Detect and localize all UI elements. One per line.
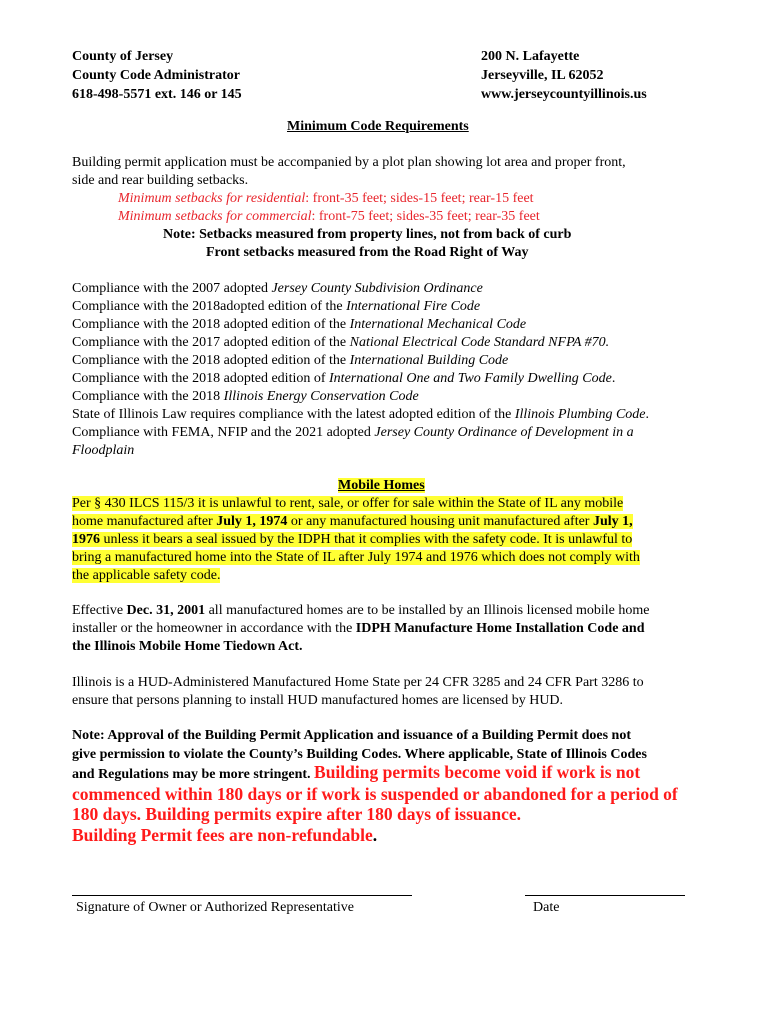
header-city: Jerseyville, IL 62052 xyxy=(481,68,604,83)
owner-signature-label: Signature of Owner or Authorized Representative xyxy=(76,900,354,915)
setback-residential-value: : front-35 feet; sides-15 feet; rear-15 feet xyxy=(305,191,534,206)
mobile-homes-heading xyxy=(338,477,425,495)
compliance-code-name: Floodplain xyxy=(72,443,135,458)
mobile-homes-text: home manufactured after xyxy=(72,514,217,529)
compliance-code-name: Illinois Plumbing Code xyxy=(514,407,646,422)
note-warning: Building Permit fees are non-refundable xyxy=(72,825,373,845)
effective-line xyxy=(72,620,644,638)
mobile-homes-text: or any manufactured housing unit manufactured after xyxy=(287,514,593,529)
compliance-item xyxy=(72,406,649,424)
note-line-1: Note: Approval of the Building Permit Application and issuance of a Building Permit does not xyxy=(72,728,632,743)
compliance-code-name: International Building Code xyxy=(349,353,509,368)
mobile-homes-text: Per § 430 ILCS 115/3 it is unlawful to rent, sale, or offer for sale within the State of IL any mobile xyxy=(72,496,624,511)
mobile-homes-line xyxy=(72,513,633,531)
effective-line xyxy=(72,602,649,620)
note-warning: Building permits become void if work is not xyxy=(314,762,641,782)
compliance-suffix: . xyxy=(645,407,649,422)
header-address: 200 N. Lafayette xyxy=(481,49,580,64)
compliance-item xyxy=(72,280,483,298)
compliance-suffix: . xyxy=(611,371,616,386)
compliance-text: State of Illinois Law requires compliance with the latest adopted edition of the xyxy=(72,407,515,422)
compliance-code-name: National Electrical Code Standard NFPA #70. xyxy=(349,335,610,350)
compliance-text: Compliance with the 2007 adopted xyxy=(72,281,272,296)
mobile-homes-line xyxy=(72,531,632,549)
header-left xyxy=(72,47,242,104)
page-title: Minimum Code Requirements xyxy=(287,119,469,134)
mobile-homes-heading-text: Mobile Homes xyxy=(338,478,425,493)
note-warning-line: commenced within 180 days or if work is suspended or abandoned for a period of xyxy=(72,784,678,804)
setback-note-1: Note: Setbacks measured from property lines, not from back of curb xyxy=(163,227,572,242)
compliance-item xyxy=(72,298,480,316)
compliance-code-name: International Fire Code xyxy=(346,299,481,314)
setback-commercial-value: : front-75 feet; sides-35 feet; rear-35 feet xyxy=(311,209,540,224)
compliance-code-name: Illinois Energy Conservation Code xyxy=(223,389,419,404)
effective-line: the Illinois Mobile Home Tiedown Act. xyxy=(72,639,303,654)
mobile-homes-date: July 1, xyxy=(592,514,633,529)
mobile-homes-line xyxy=(72,549,640,567)
compliance-item xyxy=(72,388,419,406)
effective-text: Effective xyxy=(72,603,127,618)
compliance-text: Compliance with FEMA, NFIP and the 2021 adopted xyxy=(72,425,375,440)
mobile-homes-line xyxy=(72,567,220,585)
compliance-item xyxy=(72,370,615,388)
effective-text: all manufactured homes are to be installed by an Illinois licensed mobile home xyxy=(205,603,650,618)
owner-signature-line[interactable] xyxy=(72,895,412,896)
header-right xyxy=(481,47,647,104)
intro-line-2: side and rear building setbacks. xyxy=(72,173,249,188)
compliance-item xyxy=(72,352,508,370)
date-signature-line[interactable] xyxy=(525,895,685,896)
header-website: www.jerseycountyillinois.us xyxy=(481,87,647,102)
note-warning-line: 180 days. Building permits expire after 180 days of issuance. xyxy=(72,804,522,824)
compliance-text: Compliance with the 2018 adopted edition of xyxy=(72,371,330,386)
date-label: Date xyxy=(533,900,560,915)
effective-code-name: IDPH Manufacture Home Installation Code and xyxy=(355,621,645,636)
compliance-code-name: Jersey County Subdivision Ordinance xyxy=(271,281,483,296)
setback-residential xyxy=(118,190,534,208)
compliance-code-name: International One and Two Family Dwelling Code xyxy=(329,371,612,386)
setback-note-2: Front setbacks measured from the Road Right of Way xyxy=(206,245,529,260)
header-county-name: County of Jersey xyxy=(72,49,174,64)
note-period: . xyxy=(372,825,378,845)
note-line-2: give permission to violate the County’s Building Codes. Where applicable, State of Illinois Codes xyxy=(72,747,647,762)
note-text: and Regulations may be more stringent. xyxy=(72,767,315,782)
note-line-3 xyxy=(72,762,640,786)
mobile-homes-text: the applicable safety code. xyxy=(72,568,221,583)
header-administrator: County Code Administrator xyxy=(72,68,241,83)
compliance-text: Compliance with the 2018 xyxy=(72,389,224,404)
mobile-homes-text: unless it bears a seal issued by the IDPH that it complies with the safety code. It is unlawful to xyxy=(100,532,633,547)
intro-line-1: Building permit application must be accompanied by a plot plan showing lot area and proper front, xyxy=(72,155,626,170)
compliance-text: Compliance with the 2018adopted edition of the xyxy=(72,299,347,314)
effective-text: installer or the homeowner in accordance with the xyxy=(72,621,356,636)
mobile-homes-date: 1976 xyxy=(72,532,100,547)
compliance-code-name: Jersey County Ordinance of Development in a xyxy=(374,425,634,440)
mobile-homes-line xyxy=(72,495,623,513)
mobile-homes-date: July 1, 1974 xyxy=(216,514,288,529)
header-phone: 618-498-5571 ext. 146 or 145 xyxy=(72,87,242,102)
compliance-text: Compliance with the 2018 adopted edition of the xyxy=(72,353,350,368)
compliance-item xyxy=(72,424,634,442)
setback-commercial-label: Minimum setbacks for commercial xyxy=(118,209,312,224)
note-warning-line xyxy=(72,825,377,848)
setback-residential-label: Minimum setbacks for residential xyxy=(118,191,306,206)
hud-line-1: Illinois is a HUD-Administered Manufactured Home State per 24 CFR 3285 and 24 CFR Part 3286 to xyxy=(72,675,644,690)
compliance-item xyxy=(72,316,526,334)
compliance-text: Compliance with the 2018 adopted edition of the xyxy=(72,317,350,332)
compliance-code-name: International Mechanical Code xyxy=(349,317,527,332)
setback-commercial xyxy=(118,208,540,226)
compliance-text: Compliance with the 2017 adopted edition of the xyxy=(72,335,350,350)
compliance-item xyxy=(72,442,134,460)
effective-date: Dec. 31, 2001 xyxy=(126,603,206,618)
hud-line-2: ensure that persons planning to install HUD manufactured homes are licensed by HUD. xyxy=(72,693,564,708)
compliance-item xyxy=(72,334,609,352)
mobile-homes-text: bring a manufactured home into the State of IL after July 1974 and 1976 which does not comply with xyxy=(72,550,640,565)
